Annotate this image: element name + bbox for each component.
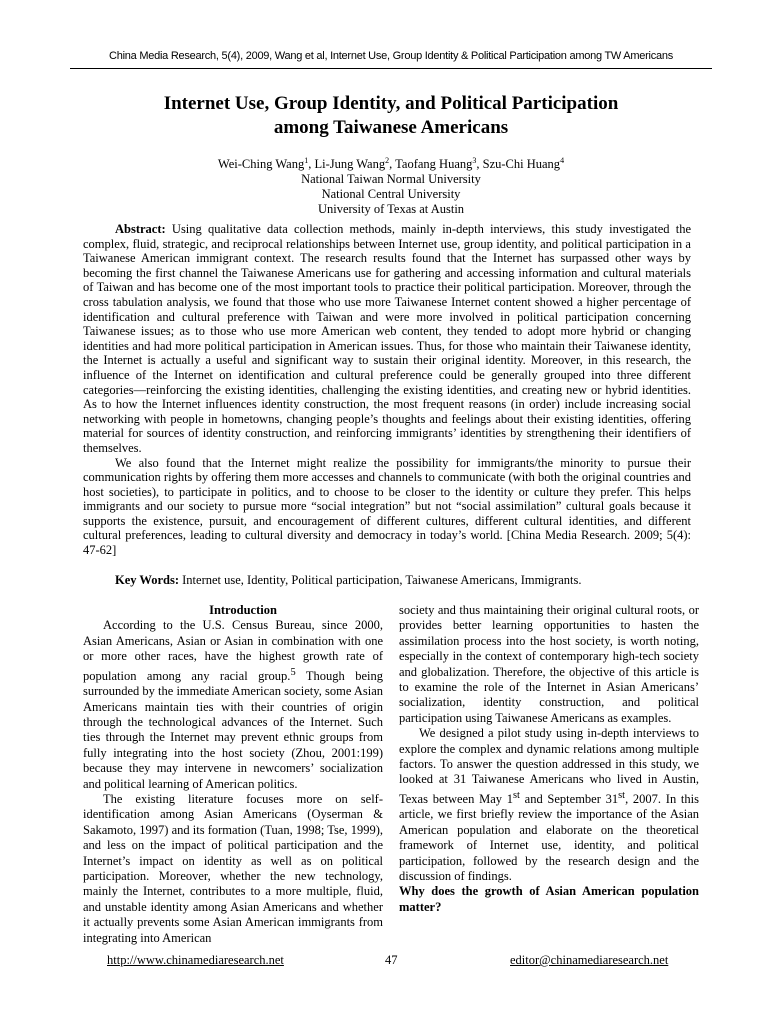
author-block: [60, 153, 722, 217]
body-paragraph: society and thus maintaining their original cultural roots, or provides better learning opportunities to hasten the assimilation process into the host society, is worth noting, especially in the context of contemporary high-tech society and globalization. Therefore, the objective of this article is to examine the role of the Internet in Asian Americans’ socialization, identity construction, and political participation using Taiwanese Americans as examples.: [399, 603, 699, 725]
author-sup: 2: [385, 156, 390, 165]
running-head: China Media Research, 5(4), 2009, Wang et al, Internet Use, Group Identity & Political Participation among TW Americans: [109, 50, 673, 62]
right-column: [399, 603, 699, 915]
author-sup: 1: [304, 156, 309, 165]
footer-url-link[interactable]: http://www.chinamediaresearch.net: [107, 953, 284, 967]
page-number: 47: [385, 953, 398, 967]
author-name: Szu-Chi Huang: [482, 157, 561, 172]
footer-email-link[interactable]: editor@chinamediaresearch.net: [510, 953, 669, 967]
abstract-paragraph-1: Abstract: Using qualitative data collection methods, mainly in-depth interviews, this study investigated the complex, fluid, strategic, and reciprocal relationships between Internet use, group identity, and political participation in a Taiwanese American immigrant context. The research results found that the Internet has surpassed other ways by becoming the first channel the Taiwanese Americans use for gathering and accessing information and cultural materials of Taiwan and has become one of the most important tools to practice their political participation. Moreover, through the cross tabulation analysis, we found that those who use more Taiwanese Internet content showed a higher percentage of identification and cultural preference with Taiwan and were more involved in political participation concerning Taiwanese issues; as to those who use more American web content, they tended to adopt more hybrid or changing identities and had more political participation in American issues. Thus, for those who maintain their Taiwanese identity, the Internet is actually a useful and significant way to sustain their original identity. Moreover, in this research, the influence of the Internet on identification and cultural preference could be generally grouped into three different categories—reinforcing the existing identities, challenging the existing identities, and creating new or hybrid identities. As to how the Internet influences identity construction, the most frequent reasons (in order) include increasing social networking with people in hometowns, changing people’s thoughts and feelings about their existing identities, offering material for sources of identity construction, and reinforcing immigrants’ identities by strengthening their identifiers of themselves.: [83, 222, 691, 455]
title-line-1: Internet Use, Group Identity, and Political Participation: [163, 93, 619, 114]
author-name: Li-Jung Wang: [314, 157, 386, 172]
author-name: Wei-Ching Wang: [217, 157, 305, 172]
section-heading-introduction: Introduction: [209, 603, 277, 617]
keywords-text: Internet use, Identity, Political participation, Taiwanese Americans, Immigrants.: [179, 573, 582, 587]
author-sup: 3: [472, 156, 477, 165]
abstract-label: Abstract:: [115, 222, 166, 236]
left-column: [83, 603, 383, 946]
header-rule: [70, 68, 712, 69]
footnote-ref: 5: [290, 666, 296, 678]
title-line-2: among Taiwanese Americans: [273, 117, 509, 138]
keywords: [83, 573, 691, 588]
keywords-label: Key Words:: [115, 573, 180, 587]
author-sup: 4: [560, 156, 565, 165]
abstract: [83, 222, 691, 558]
body-paragraph: According to the U.S. Census Bureau, since 2000, Asian Americans, Asian or Asian in combination with one or more other races, have the highest growth rate of population among any racial group.$^5$ Though being surrounded by the immediate American society, some Asian Americans maintain ties with their countries of origin through the technological advances of the Internet. Such ties through the Internet may prevent ethnic groups from fully integrating into the host society (Zhou, 2001:199) because they may intervene in newcomers’ socialization and political learning of American politics.: [83, 618, 383, 791]
body-paragraph: We designed a pilot study using in-depth interviews to explore the complex and dynamic relations among multiple factors. To answer the question addressed in this study, we looked at 31 Taiwanese Americans who lived in Austin, Texas between May 1st and September 31st, 2007. In this article, we first briefly review the importance of the Asian American population and elaborate on the theoretical framework of Internet use, identity, and political participation, followed by the research design and the discussion of findings.: [399, 726, 699, 884]
affiliation: National Central University: [321, 187, 461, 202]
body-paragraph: The existing literature focuses more on self-identification among Asian Americans (Oyserman & Sakamoto, 1997) and its formation (Tuan, 1998; Tse, 1999), and less on the impact of political participation and the Internet’s impact on identity as well as on political participation. Moreover, whether the new technology, mainly the Internet, contributes to a more multiple, fluid, and unstable identity among Asian Americans and whether it actually prevents some Asian American immigrants from integrating into American: [83, 792, 383, 945]
affiliation: National Taiwan Normal University: [301, 172, 481, 187]
author-list: Wei-Ching Wang$^1$, Li-Jung Wang$^2$, Taofang Huang$^3$, Szu-Chi Huang$^4$: [217, 156, 565, 172]
subsection-heading: Why does the growth of Asian American population matter?: [399, 884, 699, 914]
abstract-paragraph-2: We also found that the Internet might realize the possibility for immigrants/the minority to pursue their communication rights by offering them more accesses and channels to communicate (with both the original countries and host societies), to participate in politics, and to choose to be closer to the identity or culture they prefer. This helps immigrants and our society to pursue more “social integration” but not “social assimilation” cultural goals because it supports the existence, pursuit, and encouragement of different cultures, different cultural identities, and different cultural preferences, leading to cultural diversity and democracy in today’s world. [China Media Research. 2009; 5(4): 47-62]: [83, 455, 691, 558]
author-name: Taofang Huang: [395, 157, 473, 172]
affiliation: University of Texas at Austin: [317, 202, 465, 217]
paper-title: [60, 92, 722, 140]
